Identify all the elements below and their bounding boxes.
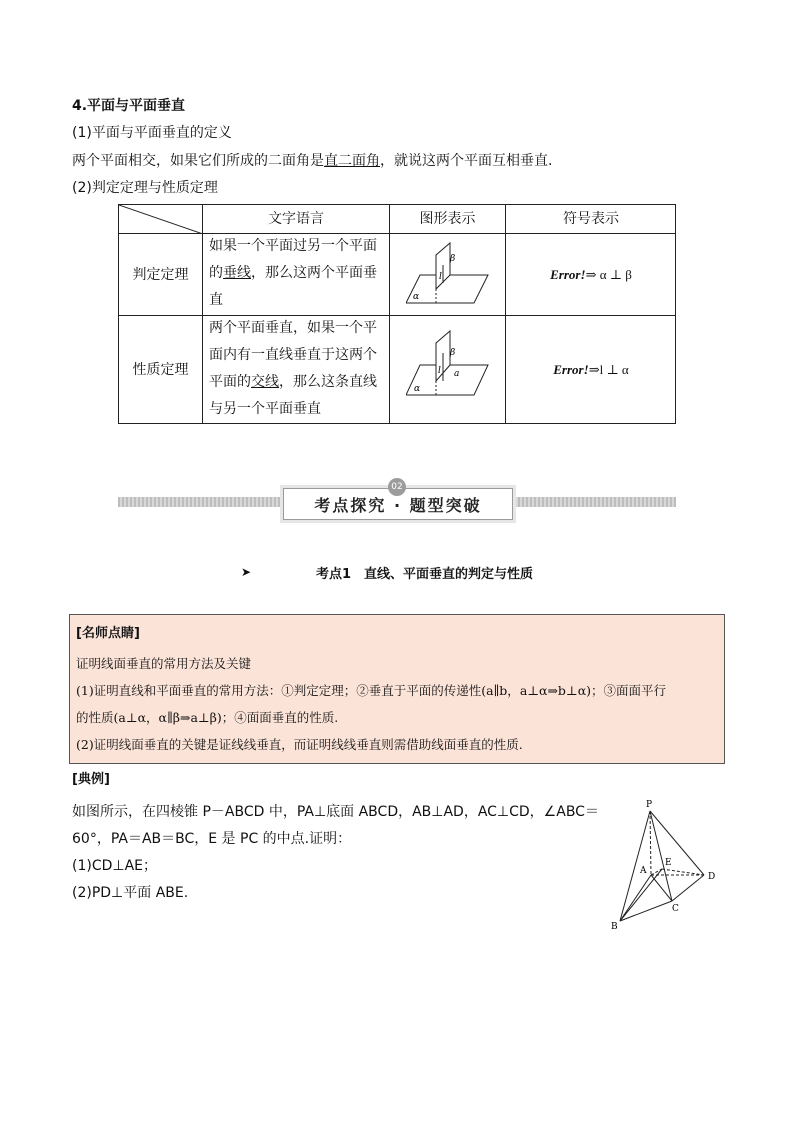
tip-line: (1)证明直线和平面垂直的常用方法：①判定定理；②垂直于平面的传递性(a∥b，a⊥α⇒b⊥α)；③面面平行 xyxy=(76,683,667,698)
criterion-line: 如果一个平面过另一个平面 xyxy=(209,238,377,254)
label-P: P xyxy=(646,800,653,810)
property-underlined: 交线 xyxy=(251,374,279,390)
error-text: Error! xyxy=(553,362,589,377)
label-C: C xyxy=(672,904,679,914)
example-line: (1)CD⊥AE； xyxy=(72,858,158,874)
symbol-rest: ⇒ α ⊥ β xyxy=(585,266,632,282)
criterion-underlined: 垂线 xyxy=(223,265,251,281)
criterion-text xyxy=(209,233,387,314)
header-figure: 图形表示 xyxy=(419,211,476,227)
beta-label: β xyxy=(450,254,456,264)
row-label-criterion: 判定定理 xyxy=(132,266,189,283)
theorem-table xyxy=(118,204,676,424)
tip-box xyxy=(69,614,725,764)
property-line: 两个平面垂直，如果一个平 xyxy=(209,320,377,336)
property-symbol xyxy=(506,316,676,424)
definition-text xyxy=(72,151,552,171)
label-D: D xyxy=(708,872,716,882)
beta-label: β xyxy=(450,348,456,358)
property-line: 面内有一直线垂直于这两个 xyxy=(209,347,377,363)
banner-title: 考点探究 · 题型突破 xyxy=(283,488,513,520)
property-text xyxy=(209,315,387,423)
tip-heading: [名师点睛] xyxy=(76,626,140,641)
subheading-definition: (1)平面与平面垂直的定义 xyxy=(72,125,232,141)
subheading-theorems: (2)判定定理与性质定理 xyxy=(72,180,218,196)
pyramid-figure xyxy=(606,797,724,931)
definition-before: 两个平面相交，如果它们所成的二面角是 xyxy=(72,153,324,169)
section-title: 4.平面与平面垂直 xyxy=(72,98,186,114)
tip-line: (2)证明线面垂直的关键是证线线垂直，而证明线线垂直则需借助线面垂直的性质. xyxy=(76,737,523,752)
header-diagonal xyxy=(119,205,203,234)
property-line: 平面的交线，那么这条直线 xyxy=(209,374,377,390)
definition-after: ，就说这两个平面互相垂直. xyxy=(380,153,553,169)
arrow-icon: ➤ xyxy=(241,565,252,579)
a-label: a xyxy=(454,369,460,379)
tip-line: 证明线面垂直的常用方法及关键 xyxy=(76,656,252,671)
example-heading: [典例] xyxy=(72,772,110,787)
criterion-figure xyxy=(406,241,490,309)
alpha-label: α xyxy=(414,384,421,394)
alpha-label: α xyxy=(413,292,420,302)
table-divider xyxy=(202,205,203,423)
criterion-line: 的垂线，那么这两个平面垂 xyxy=(209,265,377,281)
label-A: A xyxy=(640,866,647,876)
symbol-rest: ⇒l ⊥ α xyxy=(588,362,629,377)
example-line: 60°，PA＝AB＝BC，E 是 PC 的中点.证明： xyxy=(72,831,352,847)
table-divider xyxy=(389,205,390,423)
label-E: E xyxy=(665,858,672,868)
criterion-symbol xyxy=(506,234,676,315)
banner-badge: 02 xyxy=(388,478,406,496)
example-line: (2)PD⊥平面 ABE. xyxy=(72,885,189,901)
property-line: 与另一个平面垂直 xyxy=(209,401,321,417)
topic-title: 考点1 直线、平面垂直的判定与性质 xyxy=(316,567,534,582)
header-text-language: 文字语言 xyxy=(268,211,324,227)
header-symbol: 符号表示 xyxy=(563,211,619,227)
l-label: l xyxy=(438,366,441,376)
l-label: l xyxy=(439,272,442,282)
criterion-line: 直 xyxy=(209,292,223,308)
label-B: B xyxy=(611,922,618,931)
definition-underlined: 直二面角 xyxy=(324,153,380,169)
row-label-property: 性质定理 xyxy=(132,362,189,378)
tip-line: 的性质(a⊥α，α∥β⇒a⊥β)；④面面垂直的性质. xyxy=(76,710,339,725)
property-figure xyxy=(406,329,490,401)
error-text: Error! xyxy=(550,266,586,282)
example-line: 如图所示，在四棱锥 P－ABCD 中，PA⊥底面 ABCD，AB⊥AD，AC⊥CD，∠ABC＝ xyxy=(72,804,599,820)
